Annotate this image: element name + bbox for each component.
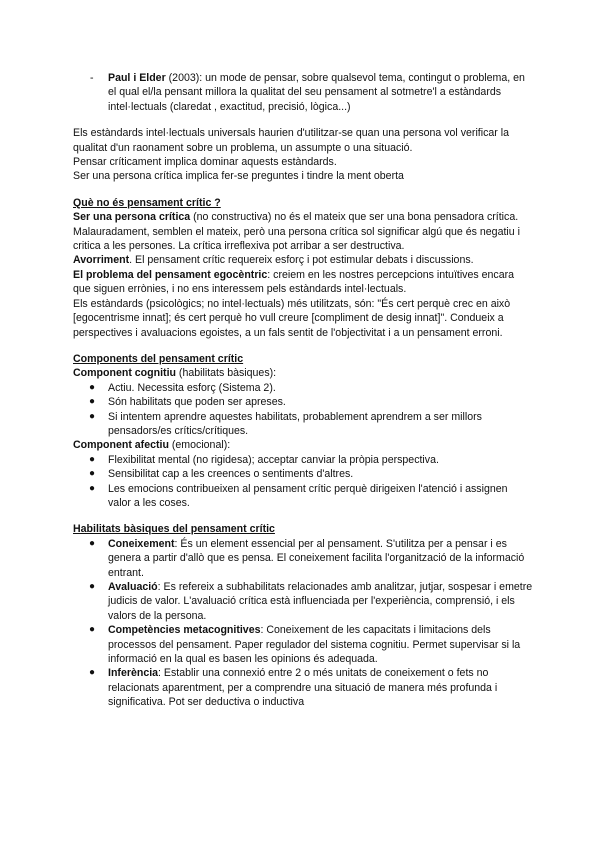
list-item: ● Flexibilitat mental (no rigidesa); acceptar canviar la pròpia perspectiva. [89, 453, 439, 466]
standards-line-1: Els estàndards intel·lectuals universals haurien d'utilitzar-se quan una persona vol verificar la qualitat d'un raonament sobre un problema, un assumpte o una situació. [73, 127, 510, 154]
bullet-icon: ● [89, 396, 96, 408]
not-critical-heading: Què no és pensament crític ? [73, 196, 221, 209]
list-item: ● Les emocions contribueixen al pensament crític perquè dirigeixen l'atenció i assignen valor a les coses. [89, 482, 508, 509]
bullet-icon: ● [89, 667, 96, 679]
skills-heading: Habilitats bàsiques del pensament crític [73, 523, 275, 536]
not-critical-paragraph-1: Ser una persona crítica (no constructiva) no és el mateix que ser una bona pensadora crítica. Malauradament, semblen el mateix, però una persona crítica sol significar algú que és negatiu i critica a les persones. La crítica irreflexiva pot arribar a ser destructiva. [73, 211, 520, 253]
list-item: ● Són habilitats que poden ser apreses. [89, 396, 286, 409]
list-item: ● Avaluació: Es refereix a subhabilitats relacionades amb analitzar, jutjar, sospesar i emetre judicis de valor. L'avaluació crítica està influenciada per l'experiència, comprensió, i els valors de la persona. [89, 581, 533, 622]
bullet-icon: ● [89, 482, 96, 494]
bullet-icon: ● [89, 468, 96, 480]
cognitive-list [73, 381, 533, 439]
bullet-icon: ● [89, 410, 96, 422]
skills-list [73, 537, 533, 710]
list-item: ● Competències metacognitives: Coneixement de les capacitats i limitacions dels processos del pensament. Paper regulador del sistema cognitiu. Permet supervisar si la informació en la qual es basen les opinions és adequada. [89, 624, 521, 666]
definition-author: Paul i Elder [108, 72, 166, 84]
list-item: ● Inferència: Establir una connexió entre 2 o més unitats de coneixement o fets no relacionats aparentment, per a comprendre una situació de manera més profunda i significativa. Pot ser deductiva o inductiva [89, 667, 498, 709]
bullet-icon: ● [89, 581, 96, 592]
dash-marker: - [90, 72, 94, 84]
affective-component-label: Component afectiu (emocional): [73, 439, 231, 452]
list-item: ● Si intentem aprendre aquestes habilitats, probablement aprendrem a ser millors pensadors/es crítics/crítiques. [89, 410, 482, 437]
bullet-icon: ● [89, 381, 96, 393]
definition-item [73, 71, 533, 114]
cognitive-component-label: Component cognitiu (habilitats bàsiques): [73, 367, 277, 380]
list-item: ● Sensibilitat cap a les creences o sentiments d'altres. [89, 468, 354, 481]
not-critical-paragraph-2: Avorriment. El pensament crític requereix esforç i pot estimular debats i discussions. [73, 254, 474, 267]
affective-list [73, 453, 533, 511]
bullet-icon: ● [89, 537, 96, 549]
not-critical-paragraph-4: Els estàndards (psicològics; no intel·lectuals) més utilitzats, són: "És cert perquè crec en això [egocentrisme innat]; és cert perquè ho vull creure [compliment de desig innat]". Condueix a perspectives i avaluacions egoistes, a un fals sentit de l'objectivitat i a un pensament erroni. [73, 297, 511, 339]
list-item: ● Actiu. Necessita esforç (Sistema 2). [89, 381, 276, 394]
not-critical-paragraph-3: El problema del pensament egocèntric: creiem en les nostres percepcions intuïtives encara que siguen errònies, i no ens interessem pels estàndards intel·lectuals. [73, 268, 514, 296]
standards-line-2: Pensar críticament implica dominar aquests estàndards. [73, 156, 337, 169]
bullet-icon: ● [89, 624, 96, 636]
bullet-icon: ● [89, 453, 96, 465]
components-heading: Components del pensament crític [73, 352, 244, 365]
standards-line-3: Ser una persona crítica implica fer-se preguntes i tindre la ment oberta [73, 170, 404, 183]
document-body [73, 71, 533, 710]
list-item: ● Coneixement: És un element essencial per al pensament. S'utilitza per a pensar i es genera a partir d'allò que es pensa. El coneixement facilita l'organització de la informació entrant. [89, 537, 525, 579]
definition-text: (2003): un mode de pensar, sobre qualsevol tema, contingut o problema, en el qual el/la pensant millora la qualitat del seu pensament al sotmetre'l a estàndards intel·lectuals (claredat , exactitud, precisió, lògica...) [108, 72, 525, 113]
